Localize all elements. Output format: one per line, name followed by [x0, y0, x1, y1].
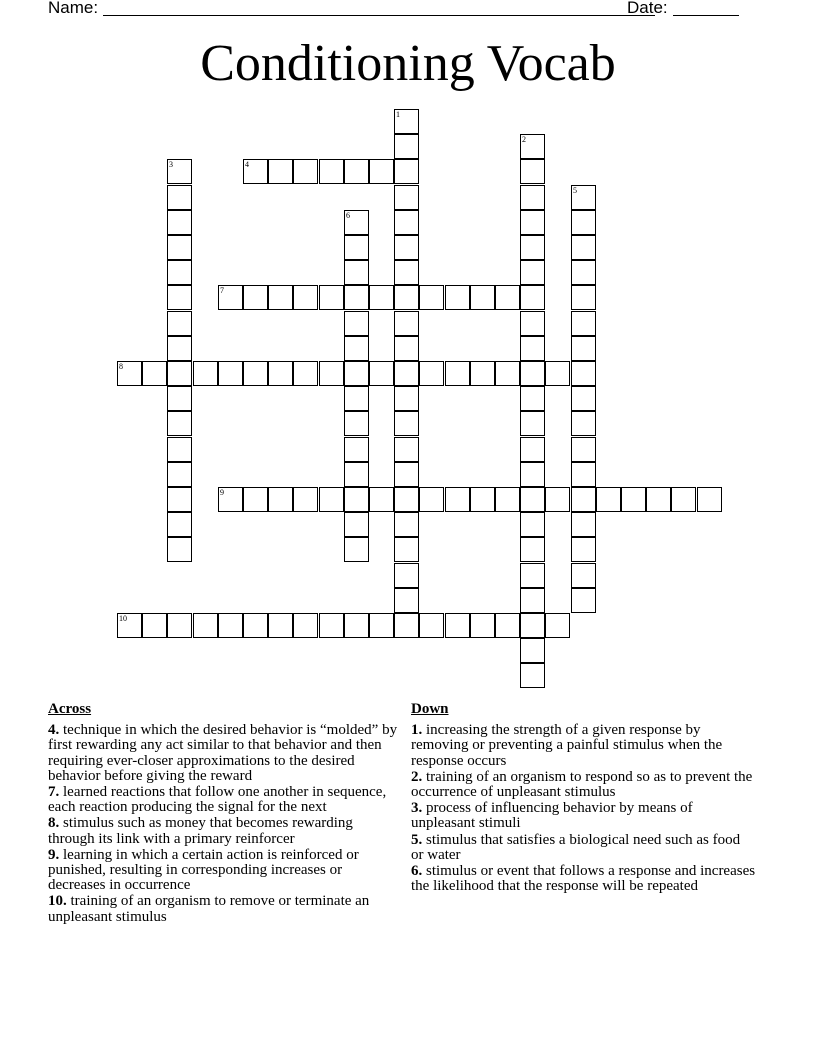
grid-cell[interactable]: [596, 487, 621, 512]
grid-cell[interactable]: [520, 336, 545, 361]
clue-number: 1.: [411, 722, 423, 739]
grid-cell[interactable]: [167, 185, 192, 210]
grid-cell[interactable]: [344, 613, 369, 638]
clue-number-label: 8: [119, 362, 123, 371]
clue-text: process of influencing behavior by means of unpleasant stimuli: [411, 800, 693, 832]
clue-number-label: 6: [346, 211, 350, 220]
across-clue: [48, 894, 403, 924]
grid-cell[interactable]: [520, 235, 545, 260]
down-clue: [411, 770, 756, 800]
grid-cell[interactable]: [394, 563, 419, 588]
grid-cell[interactable]: [697, 487, 722, 512]
grid-cell[interactable]: [520, 361, 545, 386]
grid-cell[interactable]: [218, 361, 243, 386]
grid-cell[interactable]: [545, 613, 570, 638]
grid-cell[interactable]: [571, 336, 596, 361]
grid-cell[interactable]: [167, 260, 192, 285]
grid-cell[interactable]: [419, 285, 444, 310]
grid-cell[interactable]: [167, 437, 192, 462]
grid-cell[interactable]: [495, 285, 520, 310]
clue-number: 8.: [48, 815, 60, 832]
grid-cell[interactable]: [293, 285, 318, 310]
grid-cell[interactable]: [142, 361, 167, 386]
grid-cell[interactable]: [394, 437, 419, 462]
grid-cell[interactable]: [167, 285, 192, 310]
grid-cell[interactable]: [394, 537, 419, 562]
grid-cell[interactable]: [520, 663, 545, 688]
grid-cell[interactable]: [167, 361, 192, 386]
grid-cell[interactable]: [369, 613, 394, 638]
grid-cell[interactable]: [193, 361, 218, 386]
grid-cell[interactable]: [419, 487, 444, 512]
grid-cell[interactable]: [394, 613, 419, 638]
grid-cell[interactable]: [394, 260, 419, 285]
grid-cell[interactable]: [520, 437, 545, 462]
grid-cell[interactable]: [344, 411, 369, 436]
clue-number: 2.: [411, 768, 423, 785]
clue-number-label: 9: [220, 488, 224, 497]
grid-cell[interactable]: [268, 361, 293, 386]
grid-cell[interactable]: [394, 159, 419, 184]
grid-cell[interactable]: [621, 487, 646, 512]
grid-cell[interactable]: [243, 487, 268, 512]
grid-cell[interactable]: [319, 487, 344, 512]
clue-number: 9.: [48, 846, 60, 863]
grid-cell[interactable]: [445, 361, 470, 386]
grid-cell[interactable]: [344, 159, 369, 184]
clue-number: 6.: [411, 863, 423, 880]
grid-cell[interactable]: [167, 210, 192, 235]
grid-cell[interactable]: [268, 285, 293, 310]
grid-cell[interactable]: [344, 210, 369, 235]
grid-cell[interactable]: [394, 336, 419, 361]
grid-cell[interactable]: [167, 462, 192, 487]
grid-cell[interactable]: [470, 613, 495, 638]
clue-text: training of an organism to respond so as to prevent the occurrence of unpleasant stimulus: [411, 768, 753, 801]
grid-cell[interactable]: [167, 336, 192, 361]
grid-cell[interactable]: [394, 462, 419, 487]
grid-cell[interactable]: [319, 285, 344, 310]
grid-cell[interactable]: [193, 613, 218, 638]
grid-cell[interactable]: [293, 159, 318, 184]
grid-cell[interactable]: [344, 311, 369, 336]
clue-text: stimulus or event that follows a response and increases the likelihood that the response will be repeated: [411, 863, 756, 895]
clue-number-label: 4: [245, 160, 249, 169]
clue-text: stimulus that satisfies a biological need such as food or water: [411, 831, 741, 863]
grid-cell[interactable]: [268, 487, 293, 512]
grid-cell[interactable]: [571, 210, 596, 235]
grid-cell[interactable]: [167, 537, 192, 562]
grid-cell[interactable]: [520, 260, 545, 285]
grid-cell[interactable]: [344, 537, 369, 562]
grid-cell[interactable]: [545, 487, 570, 512]
down-clue: [411, 833, 756, 863]
grid-cell[interactable]: [394, 134, 419, 159]
grid-cell[interactable]: [243, 285, 268, 310]
grid-cell[interactable]: [520, 386, 545, 411]
grid-cell[interactable]: [394, 109, 419, 134]
grid-cell[interactable]: [394, 512, 419, 537]
grid-cell[interactable]: [520, 563, 545, 588]
down-clue: [411, 801, 756, 831]
grid-cell[interactable]: [142, 613, 167, 638]
grid-cell[interactable]: [268, 159, 293, 184]
grid-cell[interactable]: [520, 638, 545, 663]
grid-cell[interactable]: [470, 285, 495, 310]
grid-cell[interactable]: [167, 613, 192, 638]
clue-number-label: 7: [220, 286, 224, 295]
grid-cell[interactable]: [394, 386, 419, 411]
clue-text: increasing the strength of a given response by removing or preventing a painful stimulus when the response occurs: [411, 722, 723, 769]
grid-cell[interactable]: [344, 285, 369, 310]
grid-cell[interactable]: [167, 487, 192, 512]
down-clue-list: [411, 723, 756, 894]
grid-cell[interactable]: [167, 411, 192, 436]
grid-cell[interactable]: [571, 386, 596, 411]
across-clue: [48, 848, 403, 894]
grid-cell[interactable]: [545, 361, 570, 386]
grid-cell[interactable]: [369, 159, 394, 184]
grid-cell[interactable]: [646, 487, 671, 512]
clue-number: 7.: [48, 784, 60, 801]
grid-cell[interactable]: [394, 588, 419, 613]
puzzle-title: Conditioning Vocab: [200, 35, 616, 92]
grid-cell[interactable]: [571, 588, 596, 613]
across-clue: [48, 816, 403, 846]
grid-cell[interactable]: [571, 512, 596, 537]
grid-cell[interactable]: [218, 285, 243, 310]
grid-cell[interactable]: [520, 285, 545, 310]
across-clues: [48, 702, 403, 926]
grid-cell[interactable]: [319, 159, 344, 184]
grid-cell[interactable]: [520, 462, 545, 487]
grid-cell[interactable]: [520, 613, 545, 638]
grid-cell[interactable]: [571, 462, 596, 487]
grid-cell[interactable]: [445, 487, 470, 512]
clue-number: 10.: [48, 893, 67, 910]
grid-cell[interactable]: [344, 361, 369, 386]
across-clue: [48, 723, 403, 784]
grid-cell[interactable]: [495, 487, 520, 512]
name-label: Name:: [48, 0, 99, 17]
grid-cell[interactable]: [571, 235, 596, 260]
across-clue-list: [48, 723, 403, 925]
grid-cell[interactable]: [369, 487, 394, 512]
clue-number-label: 1: [396, 110, 400, 119]
grid-cell[interactable]: [520, 512, 545, 537]
clue-text: training of an organism to remove or terminate an unpleasant stimulus: [48, 893, 370, 925]
grid-cell[interactable]: [571, 311, 596, 336]
grid-cell[interactable]: [344, 512, 369, 537]
grid-cell[interactable]: [344, 386, 369, 411]
grid-cell[interactable]: [520, 411, 545, 436]
grid-cell[interactable]: [167, 159, 192, 184]
grid-cell[interactable]: [394, 285, 419, 310]
grid-cell[interactable]: [571, 563, 596, 588]
grid-cell[interactable]: [369, 361, 394, 386]
clue-text: learned reactions that follow one another in sequence, each reaction producing the signal for the next: [48, 784, 387, 816]
grid-cell[interactable]: [344, 260, 369, 285]
grid-cell[interactable]: [520, 159, 545, 184]
grid-cell[interactable]: [571, 361, 596, 386]
grid-cell[interactable]: [268, 613, 293, 638]
date-label: Date:: [627, 0, 668, 17]
clue-text: stimulus such as money that becomes rewarding through its link with a primary reinforcer: [48, 815, 353, 847]
grid-cell[interactable]: [344, 437, 369, 462]
grid-cell[interactable]: [394, 411, 419, 436]
grid-cell[interactable]: [369, 285, 394, 310]
grid-cell[interactable]: [445, 285, 470, 310]
grid-cell[interactable]: [293, 361, 318, 386]
grid-cell[interactable]: [243, 159, 268, 184]
grid-cell[interactable]: [117, 613, 142, 638]
grid-cell[interactable]: [117, 361, 142, 386]
clue-number-label: 10: [119, 614, 127, 623]
clue-number: 4.: [48, 722, 60, 739]
down-clue: [411, 723, 756, 769]
grid-cell[interactable]: [520, 487, 545, 512]
clue-number-label: 2: [522, 135, 526, 144]
down-heading: Down: [411, 701, 449, 717]
grid-cell[interactable]: [470, 361, 495, 386]
across-clue: [48, 785, 403, 815]
grid-cell[interactable]: [167, 235, 192, 260]
grid-cell[interactable]: [394, 210, 419, 235]
grid-cell[interactable]: [571, 285, 596, 310]
grid-cell[interactable]: [293, 613, 318, 638]
grid-cell[interactable]: [344, 462, 369, 487]
across-heading: Across: [48, 701, 92, 717]
grid-cell[interactable]: [394, 311, 419, 336]
clue-number-label: 5: [573, 186, 577, 195]
grid-cell[interactable]: [319, 613, 344, 638]
grid-cell[interactable]: [419, 613, 444, 638]
grid-cell[interactable]: [571, 537, 596, 562]
grid-cell[interactable]: [419, 361, 444, 386]
grid-cell[interactable]: [445, 613, 470, 638]
grid-cell[interactable]: [394, 185, 419, 210]
grid-cell[interactable]: [218, 613, 243, 638]
grid-cell[interactable]: [520, 134, 545, 159]
clue-text: learning in which a certain action is reinforced or punished, resulting in corresponding increases or decreases in occurrence: [48, 846, 359, 894]
down-clue: [411, 864, 756, 894]
grid-cell[interactable]: [394, 235, 419, 260]
grid-cell[interactable]: [167, 512, 192, 537]
grid-cell[interactable]: [293, 487, 318, 512]
grid-cell[interactable]: [520, 537, 545, 562]
grid-cell[interactable]: [520, 588, 545, 613]
grid-cell[interactable]: [520, 210, 545, 235]
grid-cell[interactable]: [571, 437, 596, 462]
grid-cell[interactable]: [571, 487, 596, 512]
clue-number-label: 3: [169, 160, 173, 169]
grid-cell[interactable]: [344, 336, 369, 361]
grid-cell[interactable]: [394, 361, 419, 386]
grid-cell[interactable]: [495, 613, 520, 638]
grid-cell[interactable]: [495, 361, 520, 386]
grid-cell[interactable]: [167, 386, 192, 411]
grid-cell[interactable]: [319, 361, 344, 386]
down-clues: [411, 702, 756, 895]
grid-cell[interactable]: [520, 311, 545, 336]
grid-cell[interactable]: [520, 185, 545, 210]
grid-cell[interactable]: [218, 487, 243, 512]
grid-cell[interactable]: [470, 487, 495, 512]
grid-cell[interactable]: [243, 361, 268, 386]
grid-cell[interactable]: [394, 487, 419, 512]
grid-cell[interactable]: [344, 487, 369, 512]
clue-text: technique in which the desired behavior is “molded” by first rewarding any act similar to that behavior and then requiring ever-closer approximations to the desired behavior before giving the reward: [48, 722, 398, 784]
grid-cell[interactable]: [344, 235, 369, 260]
grid-cell[interactable]: [243, 613, 268, 638]
grid-cell[interactable]: [571, 260, 596, 285]
grid-cell[interactable]: [671, 487, 696, 512]
grid-cell[interactable]: [571, 411, 596, 436]
grid-cell[interactable]: [571, 185, 596, 210]
clue-number: 3.: [411, 800, 423, 817]
grid-cell[interactable]: [167, 311, 192, 336]
clue-number: 5.: [411, 831, 423, 848]
